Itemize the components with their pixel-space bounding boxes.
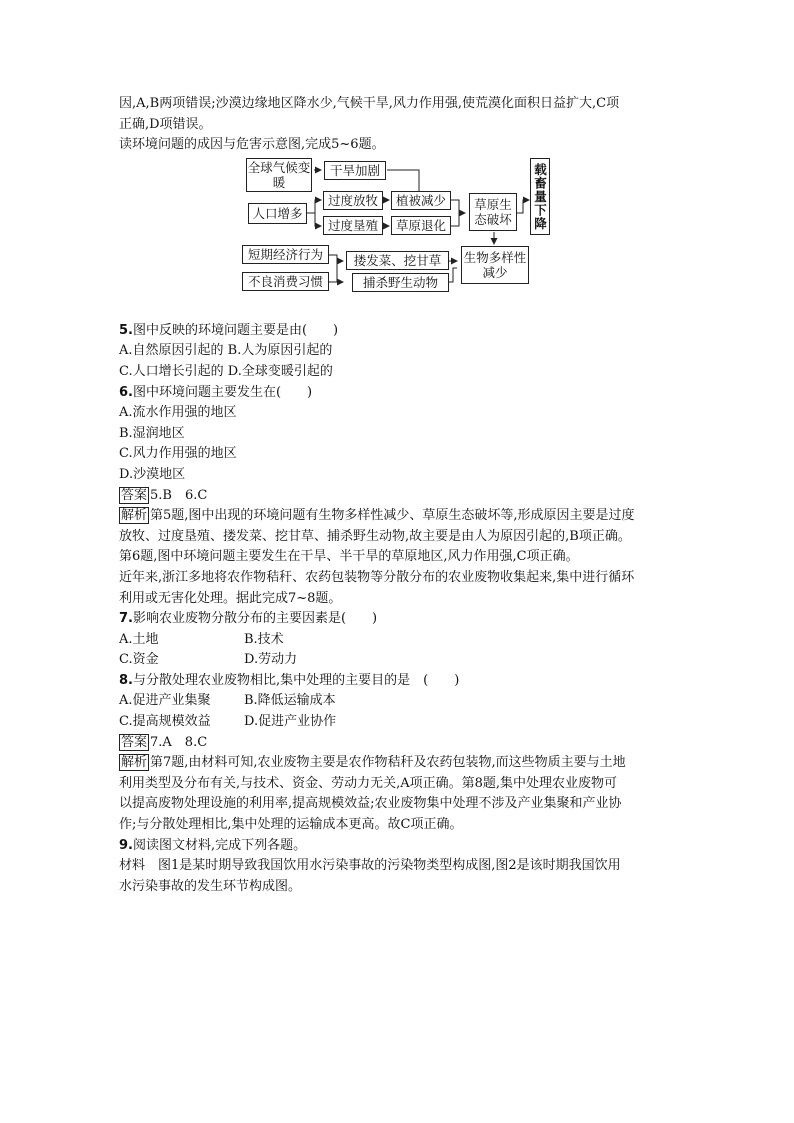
box-livestock-decline: 载畜量下降 (530, 158, 550, 235)
arrow (329, 255, 343, 261)
explanation-line: 利用类型及分布有关,与技术、资金、劳动力无关,A项正确。第8题,集中处理农业废物可 (119, 775, 618, 791)
box-grassland-degradation: 草原退化 (391, 216, 451, 235)
box-vegetation-loss: 植被减少 (391, 191, 451, 210)
option-d: D.全球变暖引起的 (227, 363, 333, 379)
answer-tag: 答案 (121, 487, 148, 503)
question-stem: 图中环境问题主要发生在( ) (132, 384, 313, 400)
diagram-arrows (119, 158, 539, 321)
box-overgrazing: 过度放牧 (323, 191, 383, 210)
arrow (451, 200, 465, 213)
cause-effect-diagram (119, 158, 548, 321)
answer-5-6 (119, 486, 689, 507)
question-number: 6. (119, 384, 133, 400)
box-harvest-plants: 搂发菜、挖甘草 (346, 251, 449, 270)
option-b: B.湿润地区 (119, 425, 185, 441)
material-7-8-line-1: 近年来,浙江多地将农作物秸秆、农药包装物等分散分布的农业废物收集起来,集中进行循环 (119, 569, 635, 585)
arrow (329, 261, 337, 282)
box-population: 人口增多 (248, 203, 307, 224)
material-9-line-1: 材料 图1是某时期导致我国饮用水污染事故的污染物类型构成图,图2是该时期我国饮用 (119, 858, 621, 874)
explanation-7-8 (119, 753, 689, 774)
question-number: 5. (119, 322, 133, 338)
arrow (449, 268, 457, 282)
question-8 (119, 671, 689, 692)
question-number: 8. (119, 672, 133, 688)
answer-7-8 (119, 733, 689, 754)
arrow (307, 200, 321, 213)
box-drought: 干旱加剧 (324, 161, 386, 180)
question-stem: 与分散处理农业废物相比,集中处理的主要目的是 ( ) (132, 672, 460, 688)
question-9 (119, 836, 689, 857)
question-7 (119, 609, 689, 630)
arrow (315, 213, 321, 226)
box-kill-wildlife: 捕杀野生动物 (352, 273, 449, 292)
box-overcultivation: 过度垦殖 (323, 216, 383, 235)
explanation-tag: 解析 (121, 755, 148, 771)
question-stem: 影响农业废物分散分布的主要因素是( ) (132, 611, 378, 627)
explanation-text: 第7题,由材料可知,农业废物主要是农作物秸秆及农药包装物,而这些物质主要与土地 (150, 755, 626, 771)
option-c: C.资金 (119, 652, 159, 668)
option-b: B.降低运输成本 (244, 693, 336, 709)
options-row (119, 691, 689, 712)
document-page (119, 94, 689, 897)
question-number: 9. (119, 837, 133, 853)
question-stem: 阅读图文材料,完成下列各题。 (132, 837, 307, 853)
box-short-term-economy: 短期经济行为 (242, 245, 329, 264)
answer-text: 5.B 6.C (150, 487, 208, 503)
option-c: C.风力作用强的地区 (119, 446, 237, 462)
intro-line-2: 正确,D项错误。 (119, 116, 212, 132)
option-d: D.沙漠地区 (119, 466, 186, 482)
intro-line-3: 读环境问题的成因与危害示意图,完成5~6题。 (119, 137, 385, 153)
option-a: A.土地 (119, 631, 159, 647)
question-stem: 图中反映的环境问题主要是由( ) (132, 322, 339, 338)
material-9-line-2: 水污染事故的发生环节构成图。 (119, 878, 302, 894)
arrow (517, 200, 529, 213)
explanation-5-6 (119, 506, 689, 527)
options-row (119, 630, 689, 651)
option-a: A.自然原因引起的 (119, 343, 224, 359)
box-grassland-damage: 草原生态破坏 (469, 193, 517, 231)
option-c: C.提高规模效益 (119, 714, 211, 730)
explanation-line: 第6题,图中环境问题主要发生在干旱、半干旱的草原地区,风力作用强,C项正确。 (119, 549, 579, 565)
option-a: A.促进产业集聚 (119, 693, 211, 709)
box-global-warming: 全球气候变暖 (247, 159, 311, 190)
options-row (119, 362, 689, 383)
explanation-tag: 解析 (121, 508, 148, 524)
option-b: B.人为原因引起的 (227, 343, 333, 359)
question-number: 7. (119, 611, 133, 627)
explanation-line: 以提高废物处理设施的利用率,提高规模效益;农业废物集中处理不涉及产业集聚和产业协 (119, 796, 622, 812)
options-row (119, 712, 689, 733)
answer-tag: 答案 (121, 734, 148, 750)
box-bad-consumption: 不良消费习惯 (242, 272, 329, 291)
option-b: B.技术 (244, 631, 284, 647)
explanation-line: 作;与分散处理相比,集中处理的运输成本更高。故C项正确。 (119, 817, 463, 833)
question-5 (119, 321, 689, 342)
option-d: D.劳动力 (244, 652, 298, 668)
intro-line-1: 因,A,B两项错误;沙漠边缘地区降水少,气候干旱,风力作用强,使荒漠化面积日益扩大,C项 (119, 96, 620, 111)
material-7-8-line-2: 利用或无害化处理。据此完成7~8题。 (119, 590, 342, 606)
options-row (119, 650, 689, 671)
arrow (451, 213, 459, 226)
explanation-text: 第5题,图中出现的环境问题有生物多样性减少、草原生态破坏等,形成原因主要是过度 (150, 508, 635, 524)
question-6 (119, 383, 689, 404)
explanation-line: 放牧、过度垦殖、搂发菜、挖甘草、捕杀野生动物,故主要是由人为原因引起的,B项正确。 (119, 528, 631, 544)
option-a: A.流水作用强的地区 (119, 405, 237, 421)
answer-text: 7.A 8.C (150, 734, 208, 750)
option-c: C.人口增长引起的 (119, 363, 224, 379)
options-row (119, 341, 689, 362)
box-biodiversity-loss: 生物多样性减少 (461, 246, 529, 284)
option-d: D.促进产业协作 (244, 714, 337, 730)
